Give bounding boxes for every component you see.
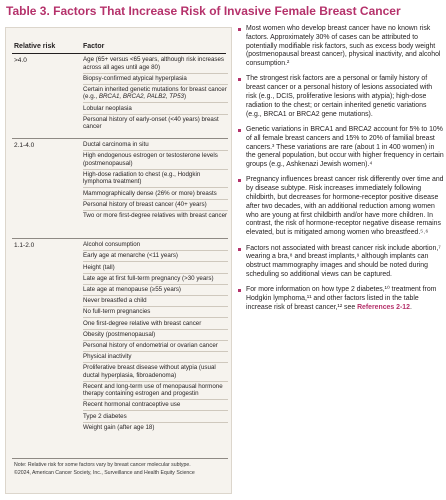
bullet-marker-icon bbox=[238, 28, 241, 31]
group-divider bbox=[12, 238, 228, 239]
factor-row: Early age at menarche (<11 years) bbox=[83, 251, 228, 262]
bullet-item bbox=[238, 176, 444, 238]
factor-row: Two or more first-degree relatives with breast cancer bbox=[83, 211, 228, 219]
risk-factor-table bbox=[5, 27, 232, 494]
bullet-text: Most women who develop breast cancer have no known risk factors. Approximately 30% of cases can be attributed to potentially modifiable risk factors, such as excess body weight (postmenopausal breast cancer), physical inactivity, and alcohol consumption.² bbox=[246, 25, 441, 68]
factor-row: Mammographically dense (26% or more) breasts bbox=[83, 188, 228, 199]
bullet-item bbox=[238, 286, 444, 312]
risk-level-label: >4.0 bbox=[14, 57, 27, 64]
factor-row: Late age at first full-term pregnancy (>30 years) bbox=[83, 274, 228, 285]
bullet-text: Pregnancy influences breast cancer risk differently over time and by disease subtype. Risk increases immediately following childbirth, but decreases for hormone-receptor positive disease after two decades, with an additional reduction among women who are young at first childbirth and/or have more children. In contrast, the risk of hormone-receptor negative disease remains elevated, but is mitigated among women who breastfeed.⁵˒⁶ bbox=[246, 176, 444, 237]
factor-row: High endogenous estrogen or testosterone levels (postmenopausal) bbox=[83, 151, 228, 170]
column-header-risk: Relative risk bbox=[14, 43, 56, 50]
footer-divider bbox=[12, 458, 228, 459]
factor-row: Alcohol consumption bbox=[83, 240, 228, 251]
bullet-tail: . bbox=[409, 303, 412, 311]
table-header bbox=[12, 40, 226, 54]
note-text: Note: Relative risk for some factors vary by breast cancer molecular subtype. bbox=[14, 462, 191, 468]
factor-list bbox=[83, 140, 228, 221]
factor-list bbox=[83, 55, 228, 132]
page-title: Table 3. Factors That Increase Risk of Invasive Female Breast Cancer bbox=[6, 4, 401, 18]
factor-row: Type 2 diabetes bbox=[83, 411, 228, 422]
bullet-item bbox=[238, 126, 444, 170]
factor-row: Lobular neoplasia bbox=[83, 103, 228, 114]
bullet-marker-icon bbox=[238, 248, 241, 251]
factor-row: Never breastfed a child bbox=[83, 296, 228, 307]
references-link[interactable]: References 2-12 bbox=[357, 303, 410, 311]
table-note bbox=[14, 461, 226, 477]
bullet-text: The strongest risk factors are a personal or family history of breast cancer or a personal history of lesions associated with risk (e.g., DCIS, proliferative lesions with atypia); high-dose radiation to the chest; or certain inherited genetic variations (e.g., BRCA1 or BRCA2 gene mutations). bbox=[246, 75, 433, 118]
factor-row: Height (tall) bbox=[83, 262, 228, 273]
factor-row: Proliferative breast disease without atypia (usual ductal hyperplasia, fibroadenoma) bbox=[83, 363, 228, 382]
factor-row: Recent hormonal contraceptive use bbox=[83, 400, 228, 411]
factor-row: Ductal carcinoma in situ bbox=[83, 140, 228, 151]
factor-list bbox=[83, 240, 228, 433]
group-divider bbox=[12, 138, 228, 139]
factor-row: Age (65+ versus <65 years, although risk increases across all ages until age 80) bbox=[83, 55, 228, 74]
bullet-text: Genetic variations in BRCA1 and BRCA2 account for 5% to 10% of all female breast cancers and 15% to 20% of familial breast cancers.³ These variations are rare (about 1 in 400 women) in the general population, but occur with higher frequency in certain groups (e.g., Ashkenazi Jewish women).⁴ bbox=[246, 125, 444, 169]
factor-row: Personal history of endometrial or ovarian cancer bbox=[83, 341, 228, 352]
bullet-item bbox=[238, 25, 444, 69]
bullet-marker-icon bbox=[238, 289, 241, 292]
bullet-text: For more information on how type 2 diabetes,¹⁰ treatment from Hodgkin lymphoma,¹¹ and other factors listed in the table increase risk of breast cancer,¹² see bbox=[246, 286, 437, 311]
factor-row: Personal history of early-onset (<40 years) breast cancer bbox=[83, 115, 219, 131]
factor-row: Biopsy-confirmed atypical hyperplasia bbox=[83, 74, 228, 85]
bullet-marker-icon bbox=[238, 129, 241, 132]
factor-row: No full-term pregnancies bbox=[83, 307, 228, 318]
column-header-factor: Factor bbox=[83, 43, 105, 50]
bullet-marker-icon bbox=[238, 179, 241, 182]
risk-level-label: 2.1-4.0 bbox=[14, 142, 35, 149]
factor-row: Recent and long-term use of menopausal hormone therapy containing estrogen and progestin bbox=[83, 382, 228, 401]
factor-row: Weight gain (after age 18) bbox=[83, 423, 155, 431]
bullet-marker-icon bbox=[238, 78, 241, 81]
factor-row: Personal history of breast cancer (40+ years) bbox=[83, 200, 228, 211]
factor-row: Certain inherited genetic mutations for breast cancer (e.g., BRCA1, BRCA2, PALB2, TP53) bbox=[83, 85, 228, 104]
factor-row: Obesity (postmenopausal) bbox=[83, 330, 228, 341]
bullet-item bbox=[238, 245, 444, 280]
factor-row: Late age at menopause (≥55 years) bbox=[83, 285, 228, 296]
source-text: ©2024, American Cancer Society, Inc., Surveillance and Health Equity Science bbox=[14, 470, 195, 476]
factor-row: Physical inactivity bbox=[83, 352, 228, 363]
factor-row: High-dose radiation to chest (e.g., Hodgkin lymphoma treatment) bbox=[83, 170, 228, 189]
risk-level-label: 1.1-2.0 bbox=[14, 242, 35, 249]
bullet-item bbox=[238, 75, 444, 119]
bullet-list bbox=[238, 25, 444, 319]
bullet-text: Factors not associated with breast cancer risk include abortion,⁷ wearing a bra,⁸ and breast implants,⁹ although implants can obstruct mammography images and should be noted during scheduling so additional views can be captured. bbox=[246, 244, 441, 278]
factor-row: One first-degree relative with breast cancer bbox=[83, 318, 228, 329]
